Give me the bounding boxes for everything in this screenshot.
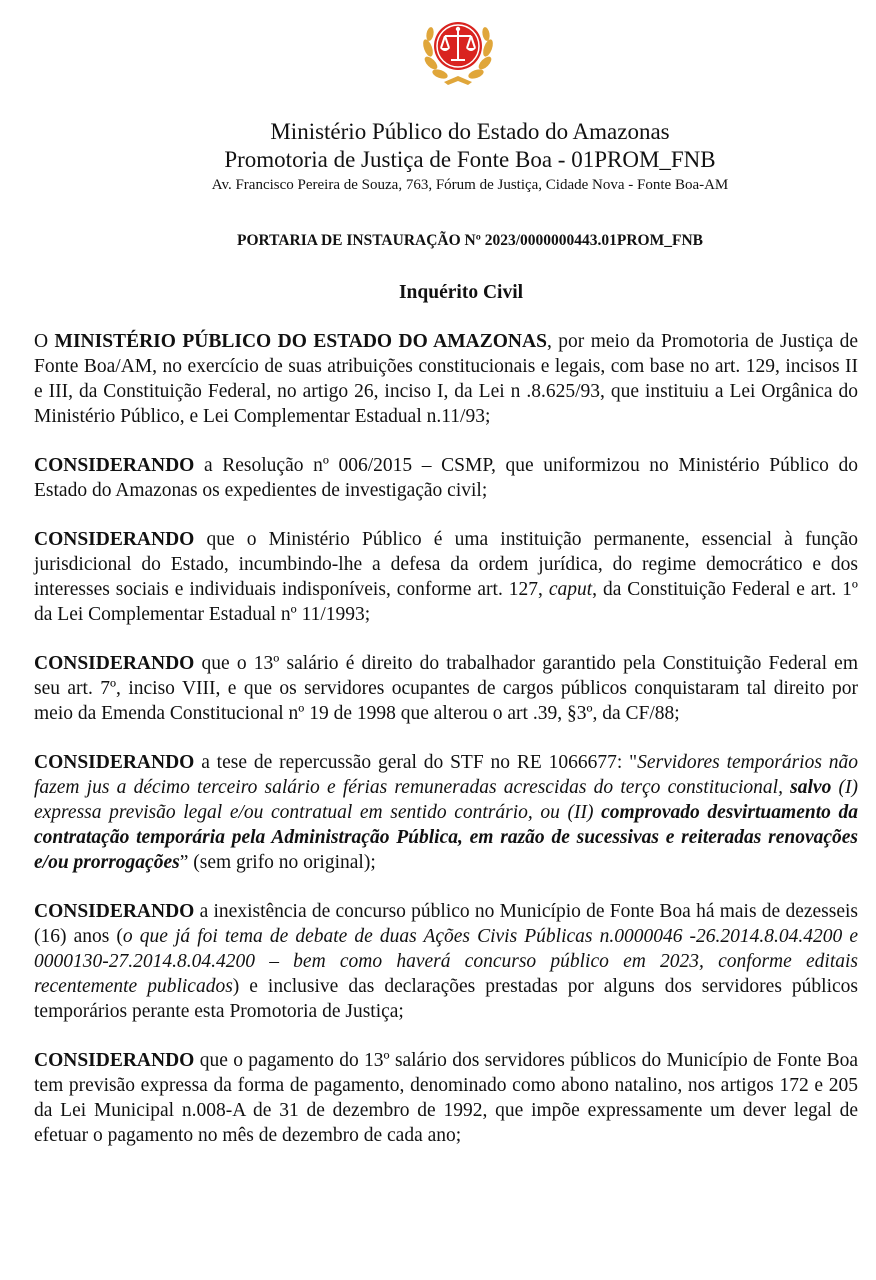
considerando-label: CONSIDERANDO <box>34 455 195 476</box>
paragraph-text: que o Ministério Público é uma instituição permanente, essencial à função jurisdicional do Estado, incumbindo-lhe a defesa da ordem jurídica, do regime democrático e dos interesses sociais e individuais indisponíveis, conforme art. 127, <box>34 529 858 600</box>
paragraph-considerando <box>34 899 858 1024</box>
paragraph-text: a tese de repercussão geral do STF no RE 1066677: " <box>194 752 638 773</box>
paragraph-text: a inexistência de concurso público no Município de Fonte Boa há mais de dezesseis (16) anos ( <box>34 901 858 947</box>
paragraph-considerando <box>34 651 858 726</box>
quote-bold-italic-text: salvo <box>790 777 832 798</box>
paragraph-italic-text: caput <box>548 579 593 600</box>
paragraph-text: O <box>34 331 55 352</box>
quote-bold-italic-text: comprovado desvirtuamento da contratação temporária pela Administração Pública, em razão de sucessivas e reiteradas renovações e/ou prorrogações <box>34 802 858 873</box>
considerando-label: CONSIDERANDO <box>34 653 195 674</box>
considerando-label: CONSIDERANDO <box>34 752 195 773</box>
office-name: Promotoria de Justiça de Fonte Boa - 01PROM_FNB <box>224 147 716 172</box>
institution-name: Ministério Público do Estado do Amazonas <box>270 119 670 144</box>
paragraph-considerando <box>34 453 858 503</box>
considerando-label: CONSIDERANDO <box>34 1050 195 1071</box>
paragraph-text: que o pagamento do 13º salário dos servidores públicos do Município de Fonte Boa tem previsão expressa da forma de pagamento, denominado como abono natalino, nos artigos 172 e 205 da Lei Municipal n.008-A de 31 de dezembro de 1992, que impõe expressamente um dever legal de efetuar o pagamento no mês de dezembro de cada ano; <box>34 1050 858 1146</box>
paragraph-text: a Resolução nº 006/2015 – CSMP, que uniformizou no Ministério Público do Estado do Amazonas os expedientes de investigação civil; <box>34 455 858 501</box>
paragraph-text: , por meio da Promotoria de Justiça de Fonte Boa/AM, no exercício de suas atribuições constitucionais e legais, com base no art. 129, incisos II e III, da Constituição Federal, no artigo 26, inciso I, da Lei n .8.625/93, que instituiu a Lei Orgânica do Ministério Público, e Lei Complementar Estadual n.11/93; <box>34 331 858 427</box>
paragraph-text: ) e inclusive das declarações prestadas por alguns dos servidores públicos temporários perante esta Promotoria de Justiça; <box>34 976 858 1022</box>
office-address: Av. Francisco Pereira de Souza, 763, Fórum de Justiça, Cidade Nova - Fonte Boa-AM <box>211 177 729 193</box>
letterhead <box>0 118 876 196</box>
quote-italic-text: Servidores temporários não fazem jus a décimo terceiro salário e férias remuneradas acrescidas do terço constitucional, <box>34 752 859 798</box>
paragraph-considerando <box>34 750 858 875</box>
paragraph-italic-text: o que já foi tema de debate de duas Ações Civis Públicas n.0000046 -26.2014.8.04.4200 e 0000130-27.2014.8.04.4200 – bem como haverá concurso público em 2023, conforme editais recentemente publicados <box>34 926 858 997</box>
considerando-label: CONSIDERANDO <box>34 901 195 922</box>
document-type: Inquérito Civil <box>398 282 524 303</box>
paragraph-bold-text: MINISTÉRIO PÚBLICO DO ESTADO DO AMAZONAS <box>54 331 547 352</box>
portaria-title: PORTARIA DE INSTAURAÇÃO Nº 2023/0000000443.01PROM_FNB <box>237 232 703 249</box>
paragraph-considerando <box>34 1048 858 1148</box>
paragraph-considerando <box>34 527 858 627</box>
document-body <box>34 329 858 1148</box>
paragraph-text: ” (sem grifo no original); <box>179 852 376 873</box>
paragraph-text: que o 13º salário é direito do trabalhador garantido pela Constituição Federal em seu art. 7º, inciso VIII, e que os servidores ocupantes de cargos públicos conquistaram tal direito por meio da Emenda Constitucional nº 19 de 1998 que alterou o art .39, §3º, da CF/88; <box>34 653 858 724</box>
considerando-label: CONSIDERANDO <box>34 529 195 550</box>
quote-italic-text: (I) expressa previsão legal e/ou contratual em sentido contrário, ou (II) <box>34 777 858 823</box>
scales-of-justice-seal-icon <box>418 8 498 88</box>
paragraph-text: , da Constituição Federal e art. 1º da Lei Complementar Estadual nº 11/1993; <box>34 579 858 625</box>
paragraph-preamble <box>34 329 858 429</box>
